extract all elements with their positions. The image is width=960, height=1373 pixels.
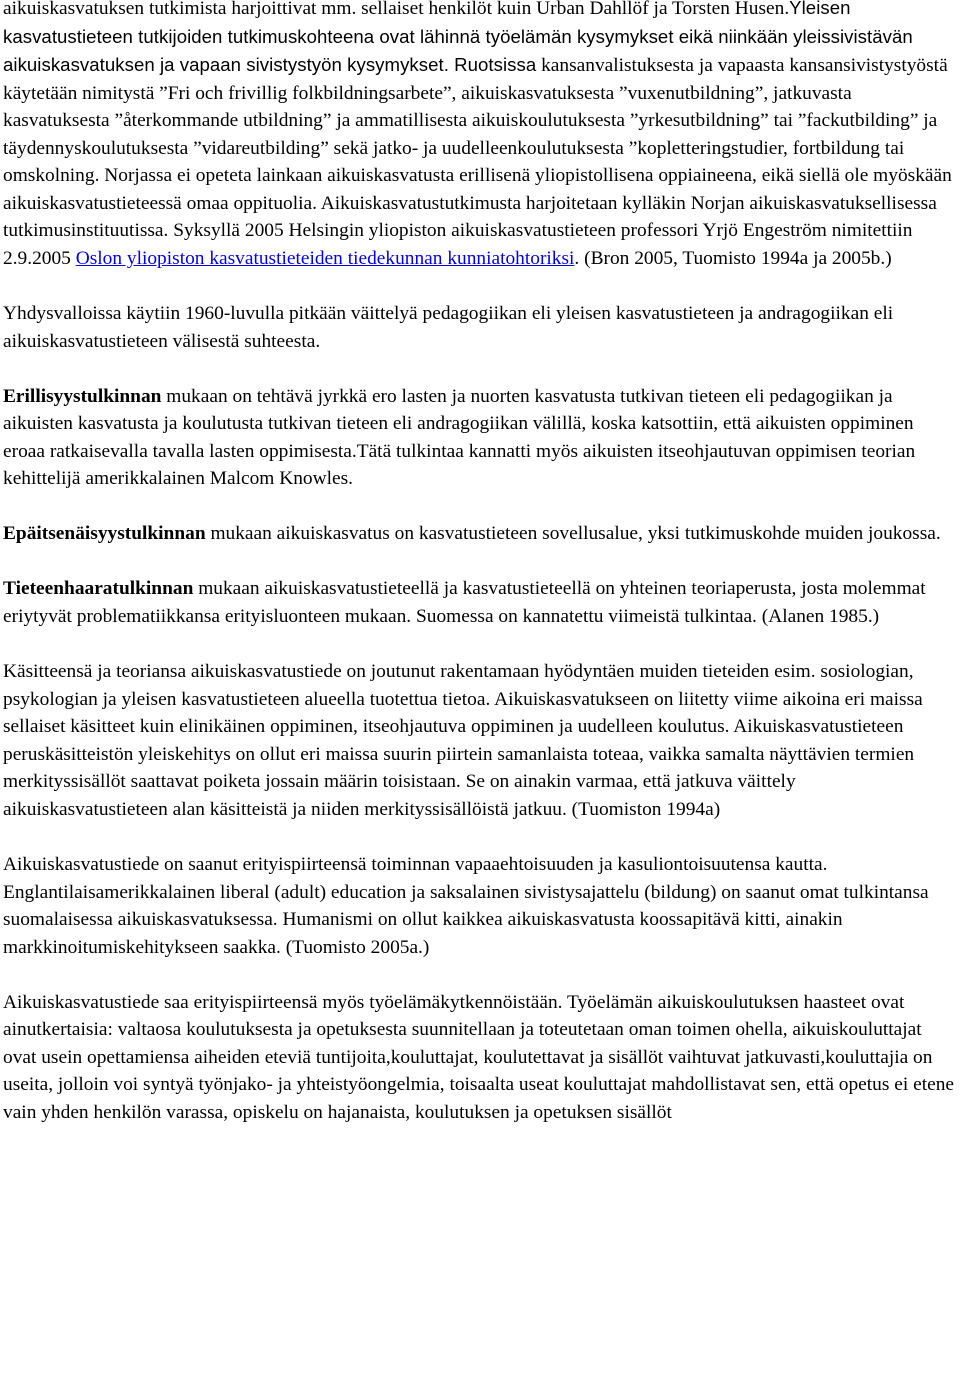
paragraph-text: kansanvalistuksesta ja vapaasta kansansivistystyöstä käytetään nimitystä ”Fri och frivillig folkbildningsarbete”, aikuiskasvatuksesta ”vuxenutbildning”, jatkuvasta kasvatuksesta ”återkommande utbildning” ja ammatillisesta aikuiskoulutuksesta ”yrkesutbildning” tai ”fackutbilding” ja täydennyskoulutuksesta ”vidareutbilding” sekä jatko- ja uudelleenkoulutuksesta ”kopletteringstudier, fortbildung tai omskolning. Norjassa ei opeteta lainkaan aikuiskasvatusta erillisenä yliopistollisena oppiaineena, eikä siellä ole myöskään aikuiskasvatustieteessä omaa oppituolia. Aikuiskasvatustutkimusta harjoitetaan kylläkin Norjan aikuiskasvatuksellisessa tutkimusinstituutissa. Syksyllä 2005 Helsingin yliopiston aikuiskasvatustieteen professori Yrjö Engeström nimitettiin 2.9.2005: [3, 55, 952, 269]
paragraph-text: mukaan aikuiskasvatustieteellä ja kasvatustieteellä on yhteinen teoriaperusta, josta molemmat eriytyvät problematiikkansa erityisluonteen mukaan. Suomessa on kannatettu viimeistä tulkintaa. (Alanen 1985.): [3, 578, 926, 628]
paragraph-text: aikuiskasvatuksen tutkimista harjoittivat mm. sellaiset henkilöt kuin Urban Dahllöf ja Torsten Husen.: [3, 0, 790, 19]
oslo-university-link[interactable]: Oslon yliopiston kasvatustieteiden tiedekunnan kunniatohtoriksi: [75, 247, 575, 269]
paragraph-usa-debate: Yhdysvalloissa käytiin 1960-luvulla pitkään väittelyä pedagogiikan eli yleisen kasvatustieteen ja andragogiikan eli aikuiskasvatustieteen välisestä suhteesta.: [3, 303, 894, 352]
paragraph-separation-interpretation: [3, 383, 958, 493]
term-heading: Epäitsenäisyystulkinnan: [3, 523, 206, 545]
paragraph-concepts-theory: Käsitteensä ja teoriansa aikuiskasvatustiede on joutunut rakentamaan hyödyntäen muiden tieteiden esim. sosiologian, psykologian ja yleisen kasvatustieteen alueella tuotettua tietoa. Aikuiskasvatukseen on liitetty viime aikoina eri maissa sellaiset käsitteet kuin elinikäinen oppiminen, itseohjautuva oppiminen ja uudelleen koulutus. Aikuiskasvatustieteen peruskäsitteistön yleiskehitys on ollut eri maissa suurin piirtein samanlaista toteaa, vaikka samalta näyttävien termien merkityssisällöt saattavat poiketa jossain määrin toisistaan. Se on ainakin varmaa, että jatkuva väittely aikuiskasvatustieteen alan käsitteistä ja niiden merkityssisällöistä jatkuu. (Tuomiston 1994a): [3, 661, 923, 820]
paragraph-text: . (Bron 2005, Tuomisto 1994a ja 2005b.): [574, 247, 892, 269]
paragraph-voluntary-nature: Aikuiskasvatustiede on saanut erityispiirteensä toiminnan vapaaehtoisuuden ja kasuliontoisuutensa kautta. Englantilaisamerikkalainen liberal (adult) education ja saksalainen sivistysajattelu (bildung) on saanut omat tulkintansa suomalaisessa aikuiskasvatuksessa. Humanismi on ollut kaikkea aikuiskasvatusta koossapitävä kitti, ainakin markkinoitumiskehitykseen saakka. (Tuomisto 2005a.): [3, 853, 929, 958]
paragraph-text: Yleisen kasvatustieteen tutkijoiden tutkimuskohteena ovat lähinnä työelämän kysymykset eikä niinkään yleissivistävän aikuiskasvatuksen ja vapaan sivistystyön kysymykset. Ruotsissa: [3, 0, 913, 76]
paragraph-working-life: Aikuiskasvatustiede saa erityispiirteensä myös työelämäkytkennöistään. Työelämän aikuiskoulutuksen haasteet ovat ainutkertaisia: valtaosa koulutuksesta ja opetuksesta suunnitellaan ja toteutetaan oman toimen ohella, aikuiskouluttajat ovat usein opettamiensa aiheiden eteviä tuntijoita,kouluttajat, koulutettavat ja sisällöt vaihtuvat jatkuvasti,kouluttajia on useita, jolloin voi syntyä työnjako- ja yhteistyöongelmia, toisaalta useat kouluttajat mahdollistavat sen, että opetus ei etene vain yhden henkilön varassa, opiskelu on hajanaista, koulutuksen ja opetuksen sisällöt: [3, 991, 954, 1123]
paragraph-dependence-interpretation: [3, 520, 958, 548]
document-page: [3, 0, 958, 1126]
term-heading: Erillisyystulkinnan: [3, 385, 162, 407]
paragraph-text: mukaan on tehtävä jyrkkä ero lasten ja nuorten kasvatusta tutkivan tieteen eli pedagogiikan ja aikuisten kasvatusta ja koulutusta tutkivan tieteen eli andragogiikan välillä, koska katsottiin, että aikuisten oppiminen eroaa ratkaisevalla tavalla lasten oppimisesta.Tätä tulkintaa kannatti myös aikuisten itseohjautuvan oppimisen teorian kehittelijä amerikkalainen Malcom Knowles.: [3, 385, 916, 490]
term-heading: Tieteenhaaratulkinnan: [3, 578, 194, 600]
paragraph-branch-interpretation: [3, 575, 958, 630]
paragraph-text: mukaan aikuiskasvatus on kasvatustieteen sovellusalue, yksi tutkimuskohde muiden joukossa.: [205, 523, 941, 545]
paragraph-nordic-adult-education: [3, 0, 958, 272]
